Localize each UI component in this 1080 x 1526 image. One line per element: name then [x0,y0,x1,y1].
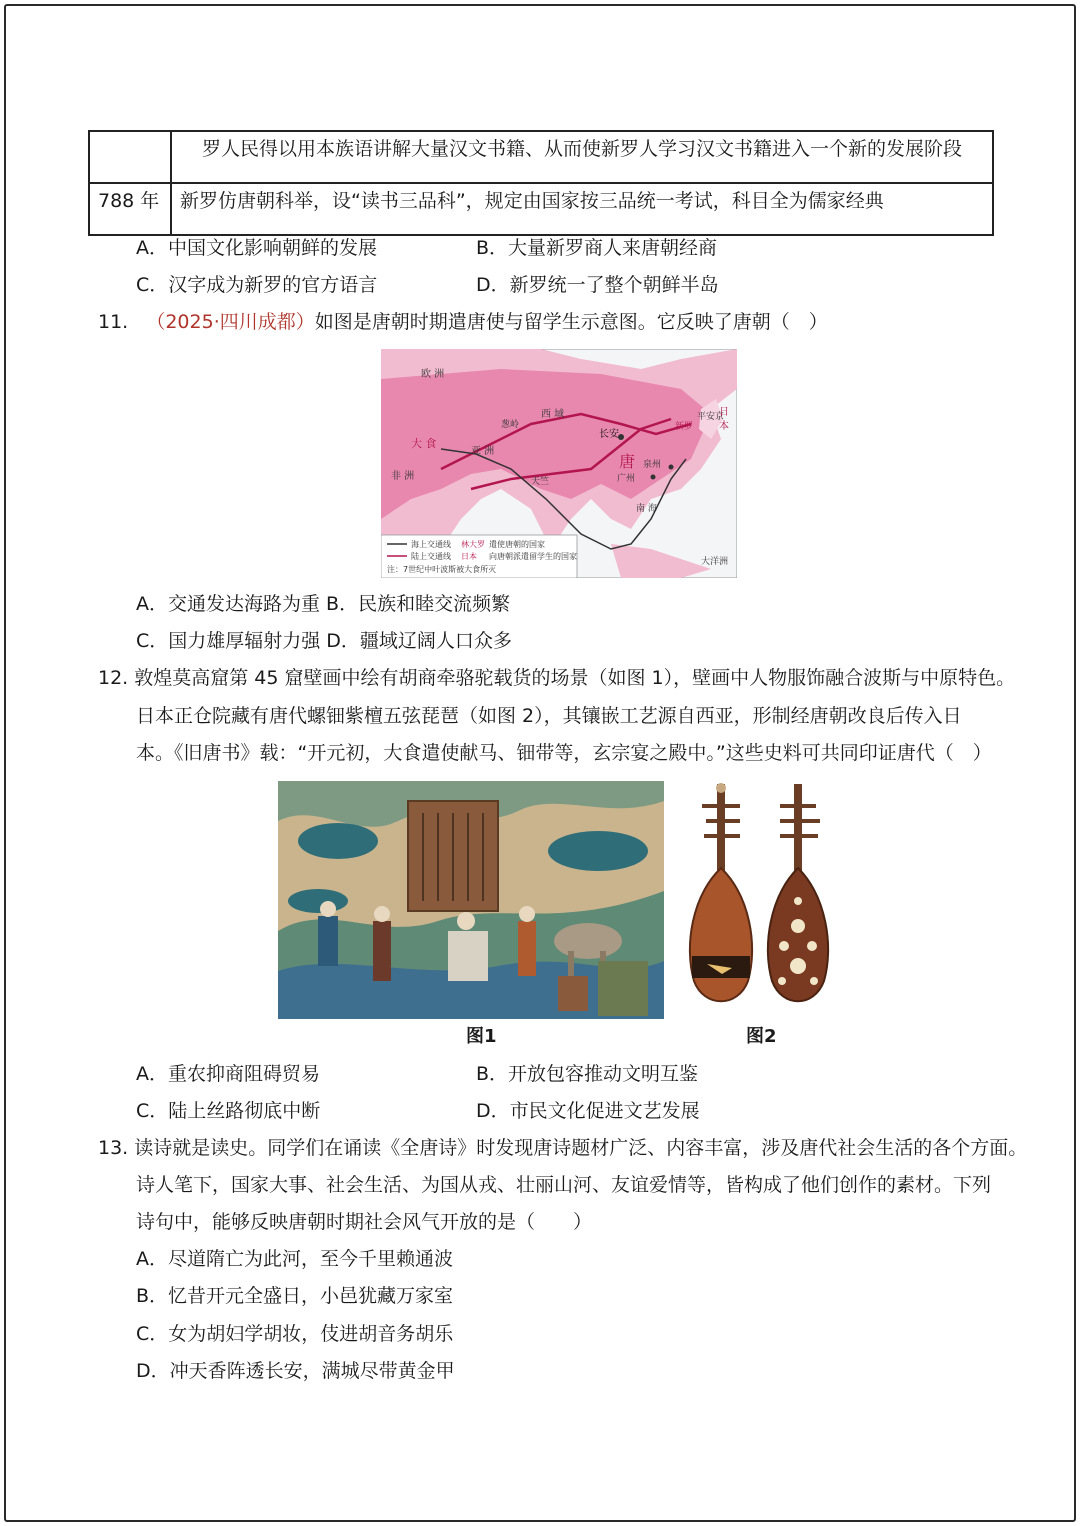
q13-option-d: D．冲天香阵透长安，满城尽带黄金甲 [136,1360,455,1382]
table-cell-year [89,131,171,183]
legend-tag-2: 日本 [461,552,477,561]
q11-options-line2: C．国力雄厚辐射力强 D．疆域辽阔人口众多 [136,630,512,652]
q12-option-b: B．开放包容推动文明互鉴 [476,1063,699,1085]
table-cell-event: 罗人民得以用本族语讲解大量汉文书籍、从而使新罗人学习汉文书籍进入一个新的发展阶段 [171,131,993,183]
map-label-dayangzhou: 大洋洲 [701,557,729,567]
pipa-image [682,776,842,1022]
q10-option-c: C．汉字成为新罗的官方语言 [136,274,378,296]
map-label-japan: 日 [719,407,729,418]
map-label-changan: 长安 [599,429,619,440]
table-row [89,183,993,235]
q11-question: 如图是唐朝时期遣唐使与留学生示意图。它反映了唐朝（ ） [314,311,828,333]
fig1-caption: 图1 [466,1026,497,1047]
q13-stem-line1: 13. 读诗就是读史。同学们在诵读《全唐诗》时发现唐诗题材广泛、内容丰富，涉及唐代社会生活的各个方面。 [98,1137,1028,1159]
q12-stem-line3: 本。《旧唐书》载：“开元初，大食遣使献马、钿带等，玄宗宴之殿中。”这些史料可共同印证唐代（ ） [136,742,992,764]
q12-option-c: C．陆上丝路彻底中断 [136,1100,321,1122]
q12-option-a: A．重农抑商阻碍贸易 [136,1063,320,1085]
dunhuang-mural-image [278,781,664,1019]
q11-number: 11. [98,311,129,333]
map-label-ou: 欧 洲 [421,369,445,380]
map-label-pinganjing: 平安京 [697,412,725,422]
map-label-fei: 非 洲 [391,471,415,482]
table-row [89,131,993,183]
legend-land-route: 陆上交通线 [411,552,451,561]
legend-sea-route: 海上交通线 [411,540,451,549]
pipa-graphic [682,776,842,1022]
q13-stem-line3: 诗句中，能够反映唐朝时期社会风气开放的是（ ） [136,1211,593,1233]
map-label-xiyu: 西 域 [541,409,565,420]
q11-options-line1: A．交通发达海路为重 B．民族和睦交流频繁 [136,593,511,615]
map-label-guangzhou: 广州 [617,474,636,484]
q10-option-b: B．大量新罗商人来唐朝经商 [476,237,718,259]
table-cell-event: 新罗仿唐朝科举，设“读书三品科”，规定由国家按三品统一考试，科目全为儒家经典 [171,183,993,235]
map-label-ya: 亚 洲 [471,446,495,457]
history-table [88,130,994,236]
mural-graphic [278,781,664,1019]
map-label-tianzhu: 天竺 [531,477,550,487]
map-label-quanzhou: 泉州 [643,460,662,470]
legend-tag-1: 林大罗 [461,540,485,549]
q10-option-a: A．中国文化影响朝鲜的发展 [136,237,377,259]
legend-note: 注：7世纪中叶波斯被大食所灭 [387,565,497,574]
q11-source: （2025·四川成都） [146,311,315,333]
q12-stem-line1: 12. 敦煌莫高窟第 45 窟壁画中绘有胡商牵骆驼载货的场景（如图 1），壁画中人物服饰融合波斯与中原特色。 [98,667,1016,689]
map-label-congling: 葱岭 [501,420,520,430]
map-label-dashi: 大 食 [411,437,437,450]
q12-option-d: D．市民文化促进文艺发展 [476,1100,700,1122]
fig2-caption: 图2 [746,1026,777,1047]
table-cell-year: 788 年 [89,183,171,235]
map-graphic [381,349,737,578]
map-label-tang: 唐 [619,452,636,471]
q11-stem [98,310,828,334]
tang-envoy-map [381,349,737,578]
q13-option-c: C．女为胡妇学胡妆，伎进胡音务胡乐 [136,1323,454,1345]
map-label-xinluo: 新罗 [675,422,694,432]
q13-option-a: A．尽道隋亡为此河，至今千里赖通波 [136,1248,453,1270]
q13-option-b: B．忆昔开元全盛日，小邑犹藏万家室 [136,1285,454,1307]
map-label-japan2: 本 [719,421,729,432]
legend-meaning-1: 遣使唐朝的国家 [489,540,545,549]
q12-stem-line2: 日本正仓院藏有唐代螺钿紫檀五弦琵琶（如图 2），其镶嵌工艺源自西亚，形制经唐朝改良后传入日 [136,705,962,727]
q13-stem-line2: 诗人笔下，国家大事、社会生活、为国从戎、壮丽山河、友谊爱情等，皆构成了他们创作的素材。下列 [136,1174,992,1196]
legend-meaning-2: 向唐朝派遣留学生的国家 [489,552,577,561]
q10-option-d: D．新罗统一了整个朝鲜半岛 [476,274,719,296]
map-label-nanhai: 南 海 [636,504,657,514]
